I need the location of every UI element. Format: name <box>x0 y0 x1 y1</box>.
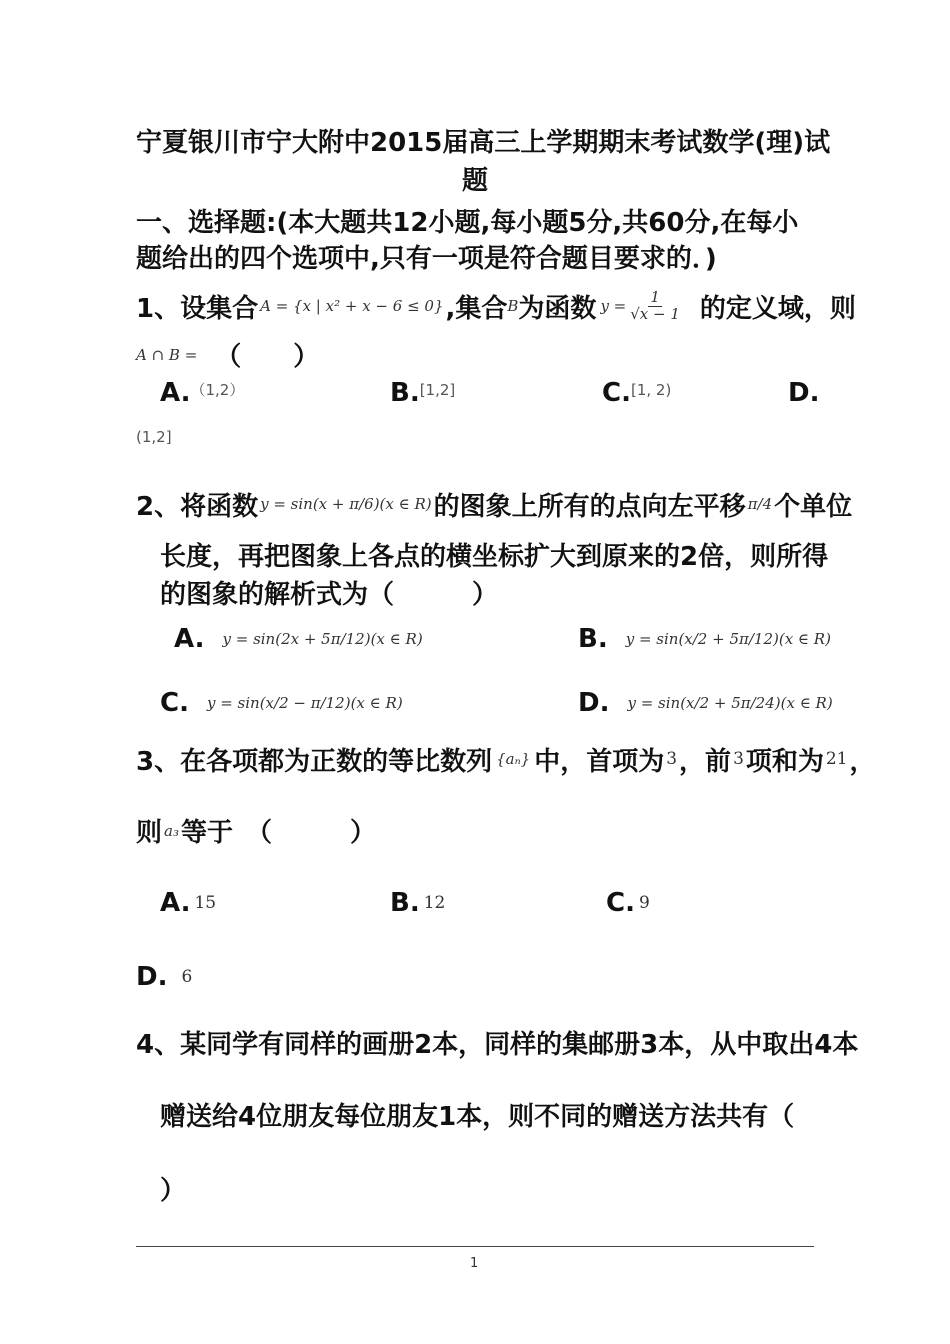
q1-set-b: B <box>507 297 519 315</box>
question-1-line2 <box>136 336 319 373</box>
question-3-line1 <box>136 736 876 782</box>
q1-function <box>600 287 683 323</box>
question-4-line2: 赠送给4位朋友每位朋友1本，则不同的赠送方法共有（ <box>160 1102 795 1132</box>
q3-line2-tail: 等于 （ ） <box>180 818 376 848</box>
q1-option-c-value: [1, 2) <box>630 381 672 399</box>
q3-line2-prefix: 则 <box>136 818 163 848</box>
q1-func-num: 1 <box>650 287 660 306</box>
q3-option-a <box>160 888 216 918</box>
q1-intersection: A ∩ B = <box>136 345 198 364</box>
q3-option-c-value: 9 <box>638 893 650 913</box>
q1-option-c-label: C. <box>602 378 631 408</box>
q3-option-c-label: C. <box>606 888 635 918</box>
q1-option-d-label: D. <box>788 378 820 408</box>
q2-option-b-value: y = sin(x/2 + 5π/12)(x ∈ R) <box>625 630 831 648</box>
q3-sum: 21 <box>825 749 848 769</box>
page-title-line1: 宁夏银川市宁大附中2015届高三上学期期末考试数学(理)试 <box>136 128 831 158</box>
q3-mid3: 项和为 <box>745 746 824 777</box>
q3-prefix: 3、在各项都为正数的等比数列 <box>136 746 493 777</box>
q1-option-b <box>390 378 455 408</box>
q2-option-d <box>578 688 833 718</box>
footer-divider <box>136 1246 814 1247</box>
q2-prefix: 2、将函数 <box>136 491 259 522</box>
q1-option-b-value: [1,2] <box>419 381 456 399</box>
q1-mid2: 为函数 <box>518 293 597 324</box>
q2-option-a-value: y = sin(2x + 5π/12)(x ∈ R) <box>222 630 423 648</box>
q2-option-d-label: D. <box>578 688 610 718</box>
q2-option-a <box>174 624 423 654</box>
q3-comma: ， <box>849 746 876 777</box>
q3-option-b <box>390 888 445 918</box>
page-title-line2: 题 <box>462 166 489 196</box>
q1-func-den: √x − 1 <box>630 304 680 323</box>
q1-option-c <box>602 378 671 408</box>
q1-option-a-value: （1,2） <box>190 381 245 399</box>
question-2-line3: 的图象的解析式为（ ） <box>160 580 499 610</box>
q1-option-a <box>160 378 244 408</box>
q3-mid2: ，前 <box>679 746 732 777</box>
question-4-line3: ） <box>160 1176 187 1206</box>
q2-mid: 的图象上所有的点向左平移 <box>433 491 746 522</box>
q2-tail: 个单位 <box>774 491 853 522</box>
q2-function: y = sin(x + π/6)(x ∈ R) <box>260 495 432 513</box>
q3-option-d-label: D. <box>136 962 168 992</box>
q3-option-d-value: 6 <box>181 967 193 987</box>
q3-option-b-label: B. <box>390 888 420 918</box>
question-3-line2 <box>136 812 376 849</box>
question-1-line1 <box>136 286 856 326</box>
q3-option-b-value: 12 <box>423 893 446 913</box>
question-2-line2: 长度，再把图象上各点的横坐标扩大到原来的2倍，则所得 <box>160 542 829 572</box>
q2-option-d-value: y = sin(x/2 + 5π/24)(x ∈ R) <box>627 694 833 712</box>
page-number: 1 <box>470 1256 479 1271</box>
q1-tail: 的定义域，则 <box>699 293 856 324</box>
q1-option-a-label: A. <box>160 378 191 408</box>
q1-set-a: A = {x | x² + x − 6 ≤ 0} <box>260 297 444 315</box>
q3-option-a-label: A. <box>160 888 191 918</box>
q1-mid1: ,集合 <box>445 293 508 324</box>
q2-shift: π/4 <box>747 495 773 513</box>
q1-answer-paren: （ ） <box>215 342 320 372</box>
q2-option-b <box>578 624 831 654</box>
q3-first-term: 3 <box>666 749 678 769</box>
q2-option-a-label: A. <box>174 624 205 654</box>
q2-option-b-label: B. <box>578 624 608 654</box>
q3-mid1: 中，首项为 <box>534 746 665 777</box>
q3-option-c <box>606 888 650 918</box>
q3-a3: a₃ <box>164 821 179 840</box>
q1-option-d-value: (1,2] <box>136 428 172 446</box>
q1-prefix: 1、设集合 <box>136 293 259 324</box>
q2-option-c-label: C. <box>160 688 189 718</box>
q1-func-fraction <box>628 287 682 323</box>
section-header-line2: 题给出的四个选项中,只有一项是符合题目要求的．) <box>136 244 717 274</box>
q1-option-b-label: B. <box>390 378 420 408</box>
q1-func-lhs: y = <box>600 297 627 315</box>
section-header-line1: 一、选择题:(本大题共12小题,每小题5分,共60分,在每小 <box>136 208 799 238</box>
q3-sequence: {aₙ} <box>496 750 531 768</box>
q3-option-a-value: 15 <box>194 893 217 913</box>
q3-n: 3 <box>733 749 744 769</box>
q2-option-c <box>160 688 403 718</box>
q3-option-d <box>136 962 192 992</box>
question-4-line1: 4、某同学有同样的画册2本，同样的集邮册3本，从中取出4本 <box>136 1030 859 1060</box>
q2-option-c-value: y = sin(x/2 − π/12)(x ∈ R) <box>206 694 403 712</box>
question-2-line1 <box>136 480 852 528</box>
